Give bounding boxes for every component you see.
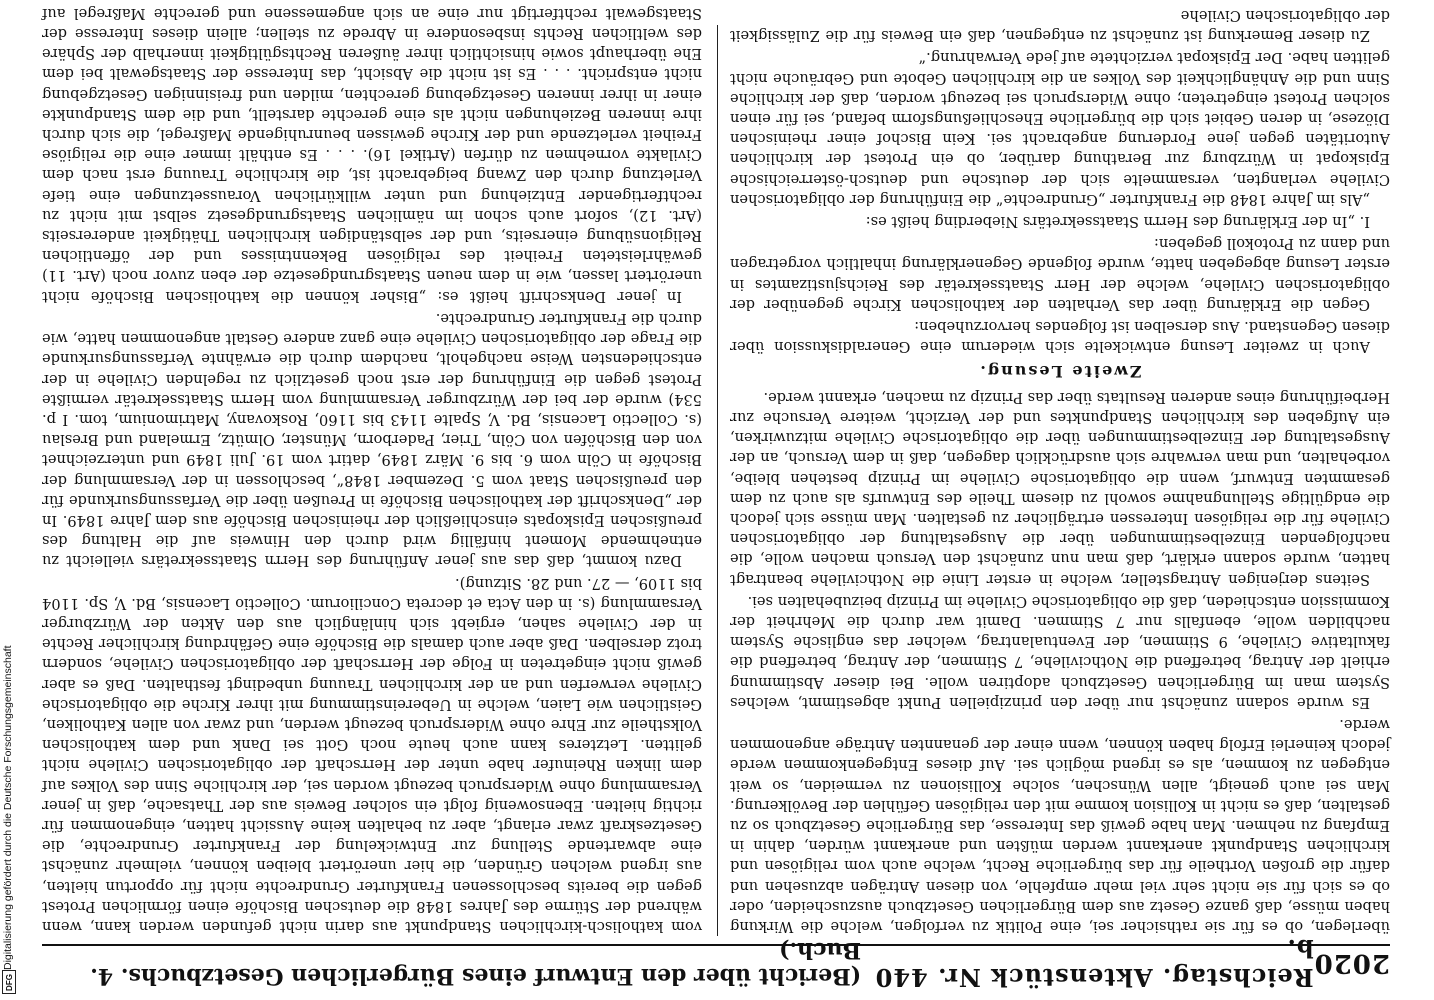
right-paragraph: Dazu kommt, daß das aus jener Anführung des Herrn Staatssekretärs vielleicht zu entnehmende Moment hinfällig wird durch den Hinweis auf die Haltung des preußischen Episkopats einschließlich der rheinischen Bischöfe aus dem Jahre 1849. In der „Denkschrift der katholischen Bischöfe in Preußen über die Verfassungsurkunde für den preußischen Staat vom 5. Dezember 1848“, beschlossen in der Versammlung der Bischöfe in Cöln vom 6. bis 9. März 1849, datirt vom 19. Juli 1849 und unterzeichnet von den Bischöfen von Cöln, Trier, Paderborn, Münster, Olmütz, Ermeland und Breslau (s. Collectio Lacensis, Bd. V, Spalte 1143 bis 1160, Roskovany, Matrimonium, tom. I p. 534) wurde der bei der Würzburger Versammlung vom Herrn Staatssekretär vermißte Protest gegen die Einführung der erst noch gesetzlich zu regelnden Civilehe in der entschiedensten Weise nachgeholt, nachdem durch die erwähnte Verfassungsurkunde die Frage der obligatorischen Civilehe eine ganz andere Gestalt angenommen hatte, wie durch die Frankfurter Grundrechte. bbox=[42, 309, 702, 570]
rotated-document-sheet bbox=[42, 4, 1390, 992]
credit-text: Digitalisierung gefördert durch die Deutsche Forschungsgemeinschaft bbox=[2, 645, 14, 970]
left-paragraph: Auch in zweiter Lesung entwickelte sich wiederum eine Generaldiskussion über diesen Gegenstand. Aus derselben ist folgendes hervorzuheben: bbox=[730, 318, 1390, 356]
page-header bbox=[42, 934, 1390, 992]
left-paragraph: Gegen die Erklärung über das Verhalten der katholischen Kirche gegenüber der obligatorischen Civilehe, welche der Herr Staatssekretär des Reichsjustizamtes in erster Lesung abgegeben hatte, wurde folgende Gegenerklärung inhaltlich vorgetragen und dann zu Protokoll gegeben: bbox=[730, 235, 1390, 313]
column-divider bbox=[717, 25, 718, 936]
left-column bbox=[730, 7, 1390, 936]
left-paragraph: überlegen, ob es für sie rathsicher sei, eine Politik zu verfolgen, welche die Wirkung haben müsse, daß ganze Gesetz aus dem Bürgerlichen Gesetzbuch auszuscheiden, oder ob es sich für sie nicht sehr viel mehr empfehle, von diesen Anträgen abzusehen und dafür die großen Vortheile für das bürgerliche Recht, welche auch vom religiösen und kirchlichen Standpunkt anerkannt werden müßten und anerkannt würden, dahin in Empfang zu nehmen. Man habe gewiß das Interesse, das Bürgerliche Gesetzbuch so zu gestalten, daß es nicht in Kollision komme mit den religiösen Gefühlen der Bevölkerung. Man sei auch geneigt, allen Wünschen, solche Kollisionen zu vermeiden, so weit entgegen zu kommen, als es irgend möglich sei. Auf dieses Entgegenkommen werde jedoch keinerlei Erfolg haben können, wenn einer der genannten Anträge angenommen werde. bbox=[730, 715, 1390, 935]
right-paragraph: In jener Denkschrift heißt es: „Bisher können die katholischen Bischöfe nicht unerörtert lassen, wie in dem neuen Staatsgrundgesetze der eben zuvor noch (Art. 11) gewährleisteten Freiheit des religiösen Bekenntnisses und der öffentlichen Religionsübung einerseits, und der selbständigen kirchlichen Thätigkeit andererseits (Art. 12), sofort auch schon im nämlichen Staatsgrundgesetz selbst mit nicht zu rechtfertigender Entziehung und unter willkürlichen Voraussetzungen eine tiefe Verletzung durch den Zwang beigebracht ist, die kirchliche Trauung erst nach dem Civilakte vornehmen zu dürfen (Artikel 16). . . . Es enthält immer eine die religiöse Freiheit verletzende und der Kirche gewissen beunruhigende Maßregel, die sich durch ihre inneren Beziehungen nicht als eine gerechte darstellt, und die dem Standpunkte einer in ihrer inneren Gesetzgebung gerechten, milden und freisinnigen Gesetzgebung nicht entspricht. . . . Es ist nicht die Absicht, das Interesse der Staatsgewalt bei dem Ehe überhaupt sowie hinsichtlich ihrer äußeren Rechtsgültigkeit innerhalb der Sphäre des weltlichen Rechts insbesondere in Abrede zu stellen; allein dieses Interesse der Staatsgewalt rechtfertigt nur eine an sich angemessene und gerechte Maßregel auf bbox=[42, 4, 702, 305]
left-paragraph: „Als im Jahre 1848 die Frankfurter „Grundrechte“ die Einführung der obligatorischen Civilehe verlangten, versammelte sich der deutsche und deutsch-österreichische Episkopat in Würzburg zur Berathung darüber, ob ein Protest der kirchlichen Autoritäten gegen jene Forderung angebracht sei. Kein Bischof einer rheinischen Diözese, in deren Gebiet sich die bürgerliche Eheschließungsform befand, sei für einen solchen Protest eingetreten; ohne Widerspruch sei bezeugt worden, daß der kirchliche Sinn und die Anhänglichkeit des Volkes an die kirchlichen Gebote und Gebräuche nicht gelitten habe. Der Episkopat verzichtete auf jede Verwahrung.“ bbox=[730, 49, 1390, 208]
left-paragraph: Es wurde sodann zunächst nur über den prinzipiellen Punkt abgestimmt, welches System man im Bürgerlichen Gesetzbuch adoptiren wolle. Bei dieser Abstimmung erhielt der Antrag, betreffend die Nothcivilehe, 7 Stimmen, der Antrag, betreffend die fakultative Civilehe, 9 Stimmen, der Eventualantrag, welcher das englische System nachbilden wolle, ebenfalls nur 7 Stimmen. Damit war durch die Mehrheit der Kommission entschieden, daß die obligatorische Civilehe im Prinzip beizubehalten sei. bbox=[730, 592, 1390, 711]
right-column bbox=[42, 4, 702, 936]
logo-text: DFG bbox=[4, 973, 14, 991]
section-heading: Zweite Lesung. bbox=[978, 361, 1142, 381]
page-number: 2020 bbox=[1313, 948, 1390, 978]
left-paragraph: Zu dieser Bemerkung ist zunächst zu entgegnen, daß ein Beweis für die Zulässigkeit der obligatorischen Civilehe bbox=[730, 7, 1390, 45]
dfg-logo bbox=[2, 970, 16, 994]
page-title: Reichstag. Aktenstück Nr. 440 b. bbox=[874, 934, 1314, 992]
left-paragraph: I. „In der Erklärung des Herrn Staatssekretärs Nieberding heißt es: bbox=[865, 213, 1370, 231]
digitization-credit bbox=[2, 0, 16, 1000]
right-paragraph: vom katholisch-kirchlichen Standpunkt aus darin nicht gefunden werden kann, wenn während der Stürme des Jahres 1848 die deutschen Bischöfe einen förmlichen Protest gegen die bereits beschlossenen Frankfurter Grundrechte nicht für opportun hielten, aus irgend welchen Gründen, die hier unerörtert bleiben können, vielmehr zunächst eine abwartende Stellung zur Entwickelung der Frankfurter Grundrechte, die Gesetzeskraft zwar erlangt, aber zu behalten keine Aussicht hatten, eingenommen für richtig hielten. Ebensowenig folgt ein solcher Beweis aus der Thatsache, daß in jener Versammlung ohne Widerspruch bezeugt worden sei, der kirchliche Sinn des Volkes auf dem linken Rheinufer habe unter der Herrschaft der obligatorischen Civilehe nicht gelitten. Letzteres kann auch heute noch Gott sei Dank und dem katholischen Volkstheile zur Ehre ohne Widerspruch bezeugt werden, und zwar von allen Katholiken, Geistlichen wie Laien, welche in Uebereinstimmung mit ihrer Kirche die obligatorische Civilehe verwerfen und an der kirchlichen Trauung unbedingt festhalten. Daß es aber gewiß nicht eingetreten in Folge der Herrschaft der obligatorischen Civilehe, sondern trotz derselben. Daß aber auch damals die Bischöfe eine Gefährdung kirchlicher Rechte in der Civilehe sahen, ergiebt sich hinlänglich aus den Akten der Würzburger Versammlung (s. in den Acta et decreta Conciliorum. Collectio Lacensis, Bd. V, Sp. 1104 bis 1109, — 27. und 28. Sitzung). bbox=[42, 574, 702, 935]
page-subtitle: (Bericht über den Entwurf eines Bürgerlichen Gesetzbuchs. 4. Buch.) bbox=[90, 937, 862, 989]
left-paragraph: Seitens derjenigen Antragsteller, welche in erster Linie die Nothcivilehe beantragt hatten, wurde sodann erklärt, daß man nun zunächst den Versuch machen wolle, die nachfolgenden Einzelbestimmungen über die Ausgestaltung der obligatorischen Civilehe für die religiösen Interessen erträglicher zu gestalten. Man müsse sich jedoch die endgültige Stellungnahme sowohl zu diesem Theile des Entwurfs als auch zu dem gesammten Entwurf, wenn die obligatorische Civilehe im Prinzip bestehen bleibe, vorbehalten, und man verwahre sich ausdrücklich dagegen, daß in dem Versuch, an der Ausgestaltung der Einzelbestimmungen über die obligatorische Civilehe mitzuwirken, ein Aufgeben des kirchlichen Standpunktes und der Verzicht, weitere Versuche zur Herbeiführung eines anderen Resultats über das Prinzip zu machen, erkannt werde. bbox=[730, 388, 1390, 588]
